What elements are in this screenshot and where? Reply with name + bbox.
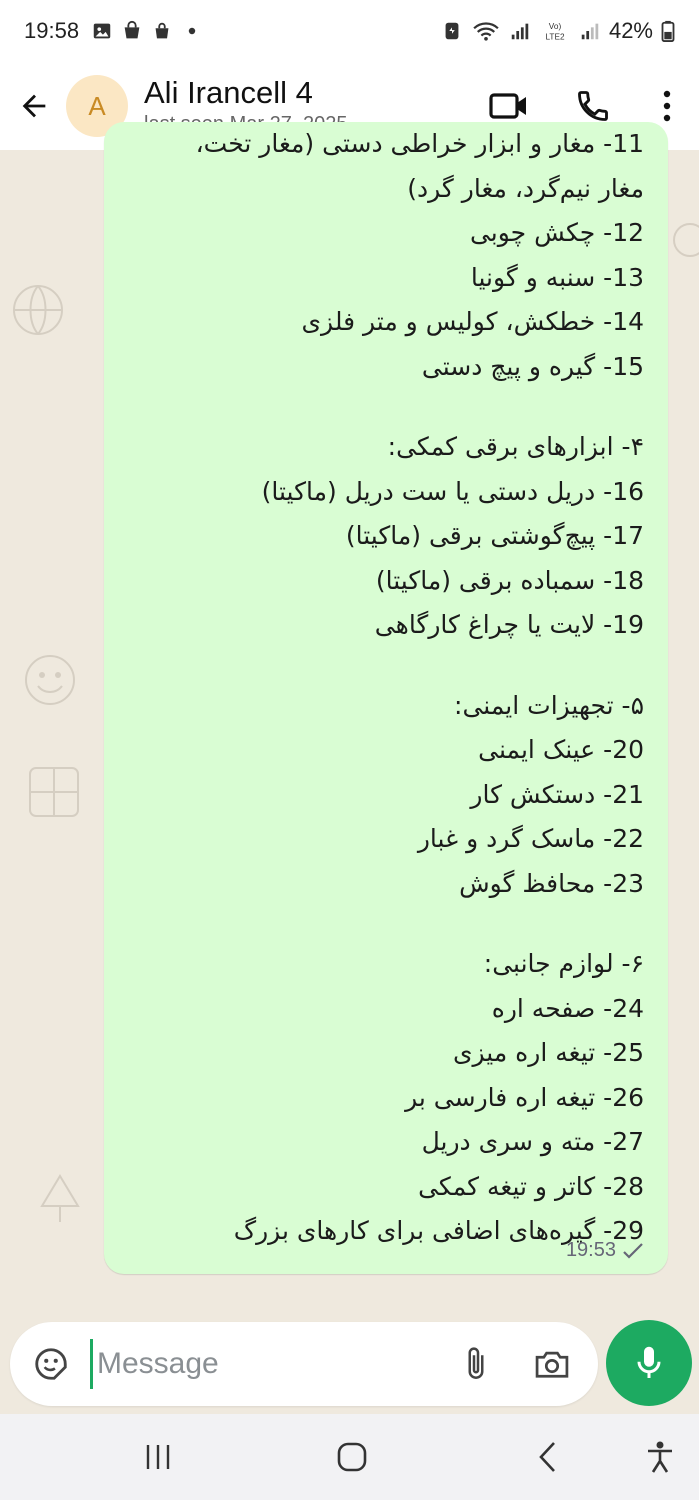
message-line: 20- عینک ایمنی (478, 735, 644, 764)
message-line: 14- خطکش، کولیس و متر فلزی (301, 307, 644, 336)
wallpaper-calculator-icon (22, 760, 86, 824)
message-line (128, 906, 644, 942)
emoji-button[interactable] (16, 1329, 86, 1399)
home-icon (336, 1441, 368, 1473)
message-line: 18- سمباده برقی (ماکیتا) (375, 565, 644, 595)
message-line: مغار نیم‌گرد، مغار گرد) (407, 173, 644, 203)
message-line: 25- تیغه اره میزی (452, 1038, 644, 1067)
battery-level: 42% (608, 18, 653, 43)
attach-button[interactable] (438, 1329, 514, 1399)
check-icon (622, 1242, 644, 1260)
svg-text:LTE2: LTE2 (545, 32, 565, 42)
message-line: 11- مغار و ابزار خراطی دستی (مغار تخت، (195, 129, 644, 158)
accessibility-button[interactable] (630, 1432, 690, 1482)
message-line: 21- دستکش کار (470, 779, 644, 809)
voice-record-button[interactable] (606, 1320, 692, 1406)
nav-back-button[interactable] (518, 1432, 578, 1482)
dot-icon (181, 20, 203, 42)
message-line: 24- صفحه اره (491, 993, 644, 1023)
more-vert-icon (662, 90, 672, 122)
emoji-icon (32, 1345, 70, 1383)
message-line (128, 389, 644, 425)
message-line: 16- دریل دستی یا ست دریل (ماکیتا) (261, 476, 644, 506)
message-line: 26- تیغه اره فارسی بر (405, 1082, 644, 1112)
video-call-icon (489, 90, 529, 122)
signal-icon (509, 20, 531, 42)
volte-icon (539, 20, 571, 42)
gallery-icon (91, 20, 113, 42)
message-line: 13- سنبه و گونیا (470, 262, 644, 292)
wallpaper-globe-icon (8, 280, 68, 340)
message-line: 29- گیره‌های اضافی برای کارهای بزرگ (233, 1216, 644, 1245)
message-input[interactable] (90, 1339, 420, 1389)
status-bar (0, 0, 699, 62)
attach-icon (461, 1344, 491, 1384)
composer (0, 1318, 699, 1414)
status-time: 19:58 (24, 18, 80, 43)
message-line: ۶- لوازم جانبی: (483, 949, 644, 978)
home-button[interactable] (322, 1432, 382, 1482)
mic-icon (634, 1344, 664, 1382)
camera-button[interactable] (514, 1329, 590, 1399)
message-input-pill (10, 1322, 598, 1406)
accessibility-icon (645, 1440, 675, 1474)
avatar[interactable]: A (66, 75, 128, 137)
message-line: 17- پیچ‌گوشتی برقی (ماکیتا) (345, 521, 644, 550)
svg-text:Vo): Vo) (548, 22, 562, 32)
battery-icon (661, 20, 675, 42)
phone-icon (575, 88, 611, 124)
wifi-icon (471, 20, 501, 42)
message-line: 22- ماسک گرد و غبار (417, 824, 644, 853)
message-line: 28- کاتر و تیغه کمکی (418, 1171, 644, 1201)
back-button[interactable] (4, 76, 64, 136)
system-nav-bar (0, 1414, 699, 1500)
message-line: ۴- ابزارهای برقی کمکی: (387, 432, 644, 461)
notification-app-icon (121, 20, 143, 42)
message-line: 15- گیره و پیچ دستی (421, 351, 644, 381)
wallpaper-smiley-icon (20, 650, 80, 710)
message-meta (566, 1239, 644, 1262)
message-line: ۵- تجهیزات ایمنی: (454, 690, 644, 720)
back-arrow-icon (17, 89, 51, 123)
shopping-bag-icon (151, 20, 173, 42)
message-line: 19- لایت یا چراغ کارگاهی (374, 610, 644, 639)
message-text (128, 122, 644, 1254)
message-line: 27- مته و سری دریل (421, 1127, 644, 1156)
message-time: 19:53 (565, 1239, 616, 1261)
message-line (128, 648, 644, 684)
wallpaper-tree-icon (30, 1170, 90, 1230)
message-line: 12- چکش چوبی (469, 218, 644, 247)
nav-back-icon (536, 1440, 560, 1474)
recents-icon (142, 1442, 174, 1472)
wallpaper-edge-icon (670, 210, 698, 270)
message-bubble[interactable] (104, 122, 668, 1274)
contact-name: Ali Irancell 4 (144, 75, 313, 110)
message-line: 23- محافظ گوش (459, 868, 644, 898)
sync-icon (441, 20, 463, 42)
camera-icon (533, 1347, 571, 1381)
recent-apps-button[interactable] (128, 1432, 188, 1482)
signal-2-icon (579, 20, 601, 42)
chat-area[interactable] (0, 129, 699, 1318)
